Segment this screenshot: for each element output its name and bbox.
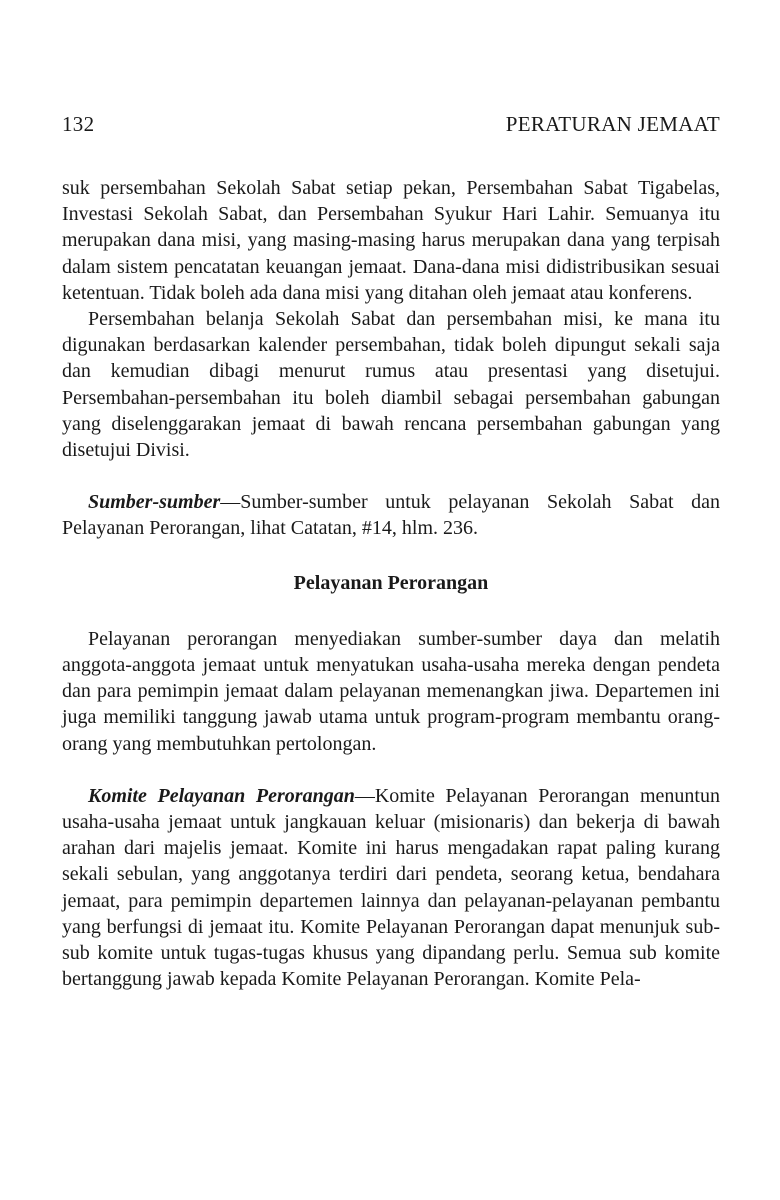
book-page (62, 112, 720, 992)
paragraph-committee (62, 783, 720, 993)
running-title: PERATURAN JEMAAT (505, 112, 720, 136)
paragraph-text: —Sumber-sumber untuk pelayanan Sekolah Sabat dan Pelayanan Perorangan, lihat Catatan, #14, hlm. 236. (62, 491, 720, 540)
page-body (62, 175, 720, 992)
running-head (62, 112, 720, 137)
paragraph-text: —Komite Pelayanan Perorangan menuntun usaha-usaha jemaat untuk jangkauan keluar (misionaris) dan bekerja di bawah arahan dari majelis jemaat. Komite ini harus mengadakan rapat paling kurang sekali sebulan, yang anggotanya terdiri dari pendeta, seorang ketua, bendahara jemaat, para pemimpin departemen lainnya dan pelayanan-pelayanan pembantu yang berfungsi di jemaat itu. Komite Pelayanan Perorangan dapat menunjuk sub-sub komite untuk tugas-tugas khusus yang dipandang perlu. Semua sub komite bertanggung jawab kepada Komite Pelayanan Perorangan. Komite Pela- (62, 784, 720, 991)
paragraph-personal-ministries: Pelayanan perorangan menyediakan sumber-sumber daya dan melatih anggota-anggota jemaat untuk menyatukan usaha-usaha mereka dengan pendeta dan para pemimpin jemaat dalam pelayanan memenangkan jiwa. Departemen ini juga memiliki tanggung jawab utama untuk program-program membantu orang-orang yang membutuhkan pertolongan. (62, 627, 720, 755)
paragraph-resources (62, 489, 720, 541)
paragraph-offerings: Persembahan belanja Sekolah Sabat dan persembahan misi, ke mana itu digunakan berdasarkan kalender persembahan, tidak boleh dipungut sekali saja dan kemudian dibagi menurut rumus atau presentasi yang disetujui. Persembahan-persembahan itu boleh diambil sebagai persembahan gabungan yang diselenggarakan jemaat di bawah rencana persembahan gabungan yang disetujui Divisi. (62, 308, 720, 462)
page-number: 132 (62, 112, 95, 136)
run-in-heading: Komite Pelayanan Perorangan (88, 784, 355, 807)
paragraph-continued: suk persembahan Sekolah Sabat setiap pekan, Persembahan Sabat Tigabelas, Investasi Sekolah Sabat, dan Persembahan Syukur Hari Lahir. Semuanya itu merupakan dana misi, yang masing-masing harus merupakan dana yang terpisah dalam sistem pencatatan keuangan jemaat. Dana-dana misi didistribusikan sesuai ketentuan. Tidak boleh ada dana misi yang ditahan oleh jemaat atau konferens. (62, 177, 720, 304)
section-heading: Pelayanan Perorangan (293, 571, 489, 594)
run-in-heading: Sumber-sumber (88, 491, 221, 514)
